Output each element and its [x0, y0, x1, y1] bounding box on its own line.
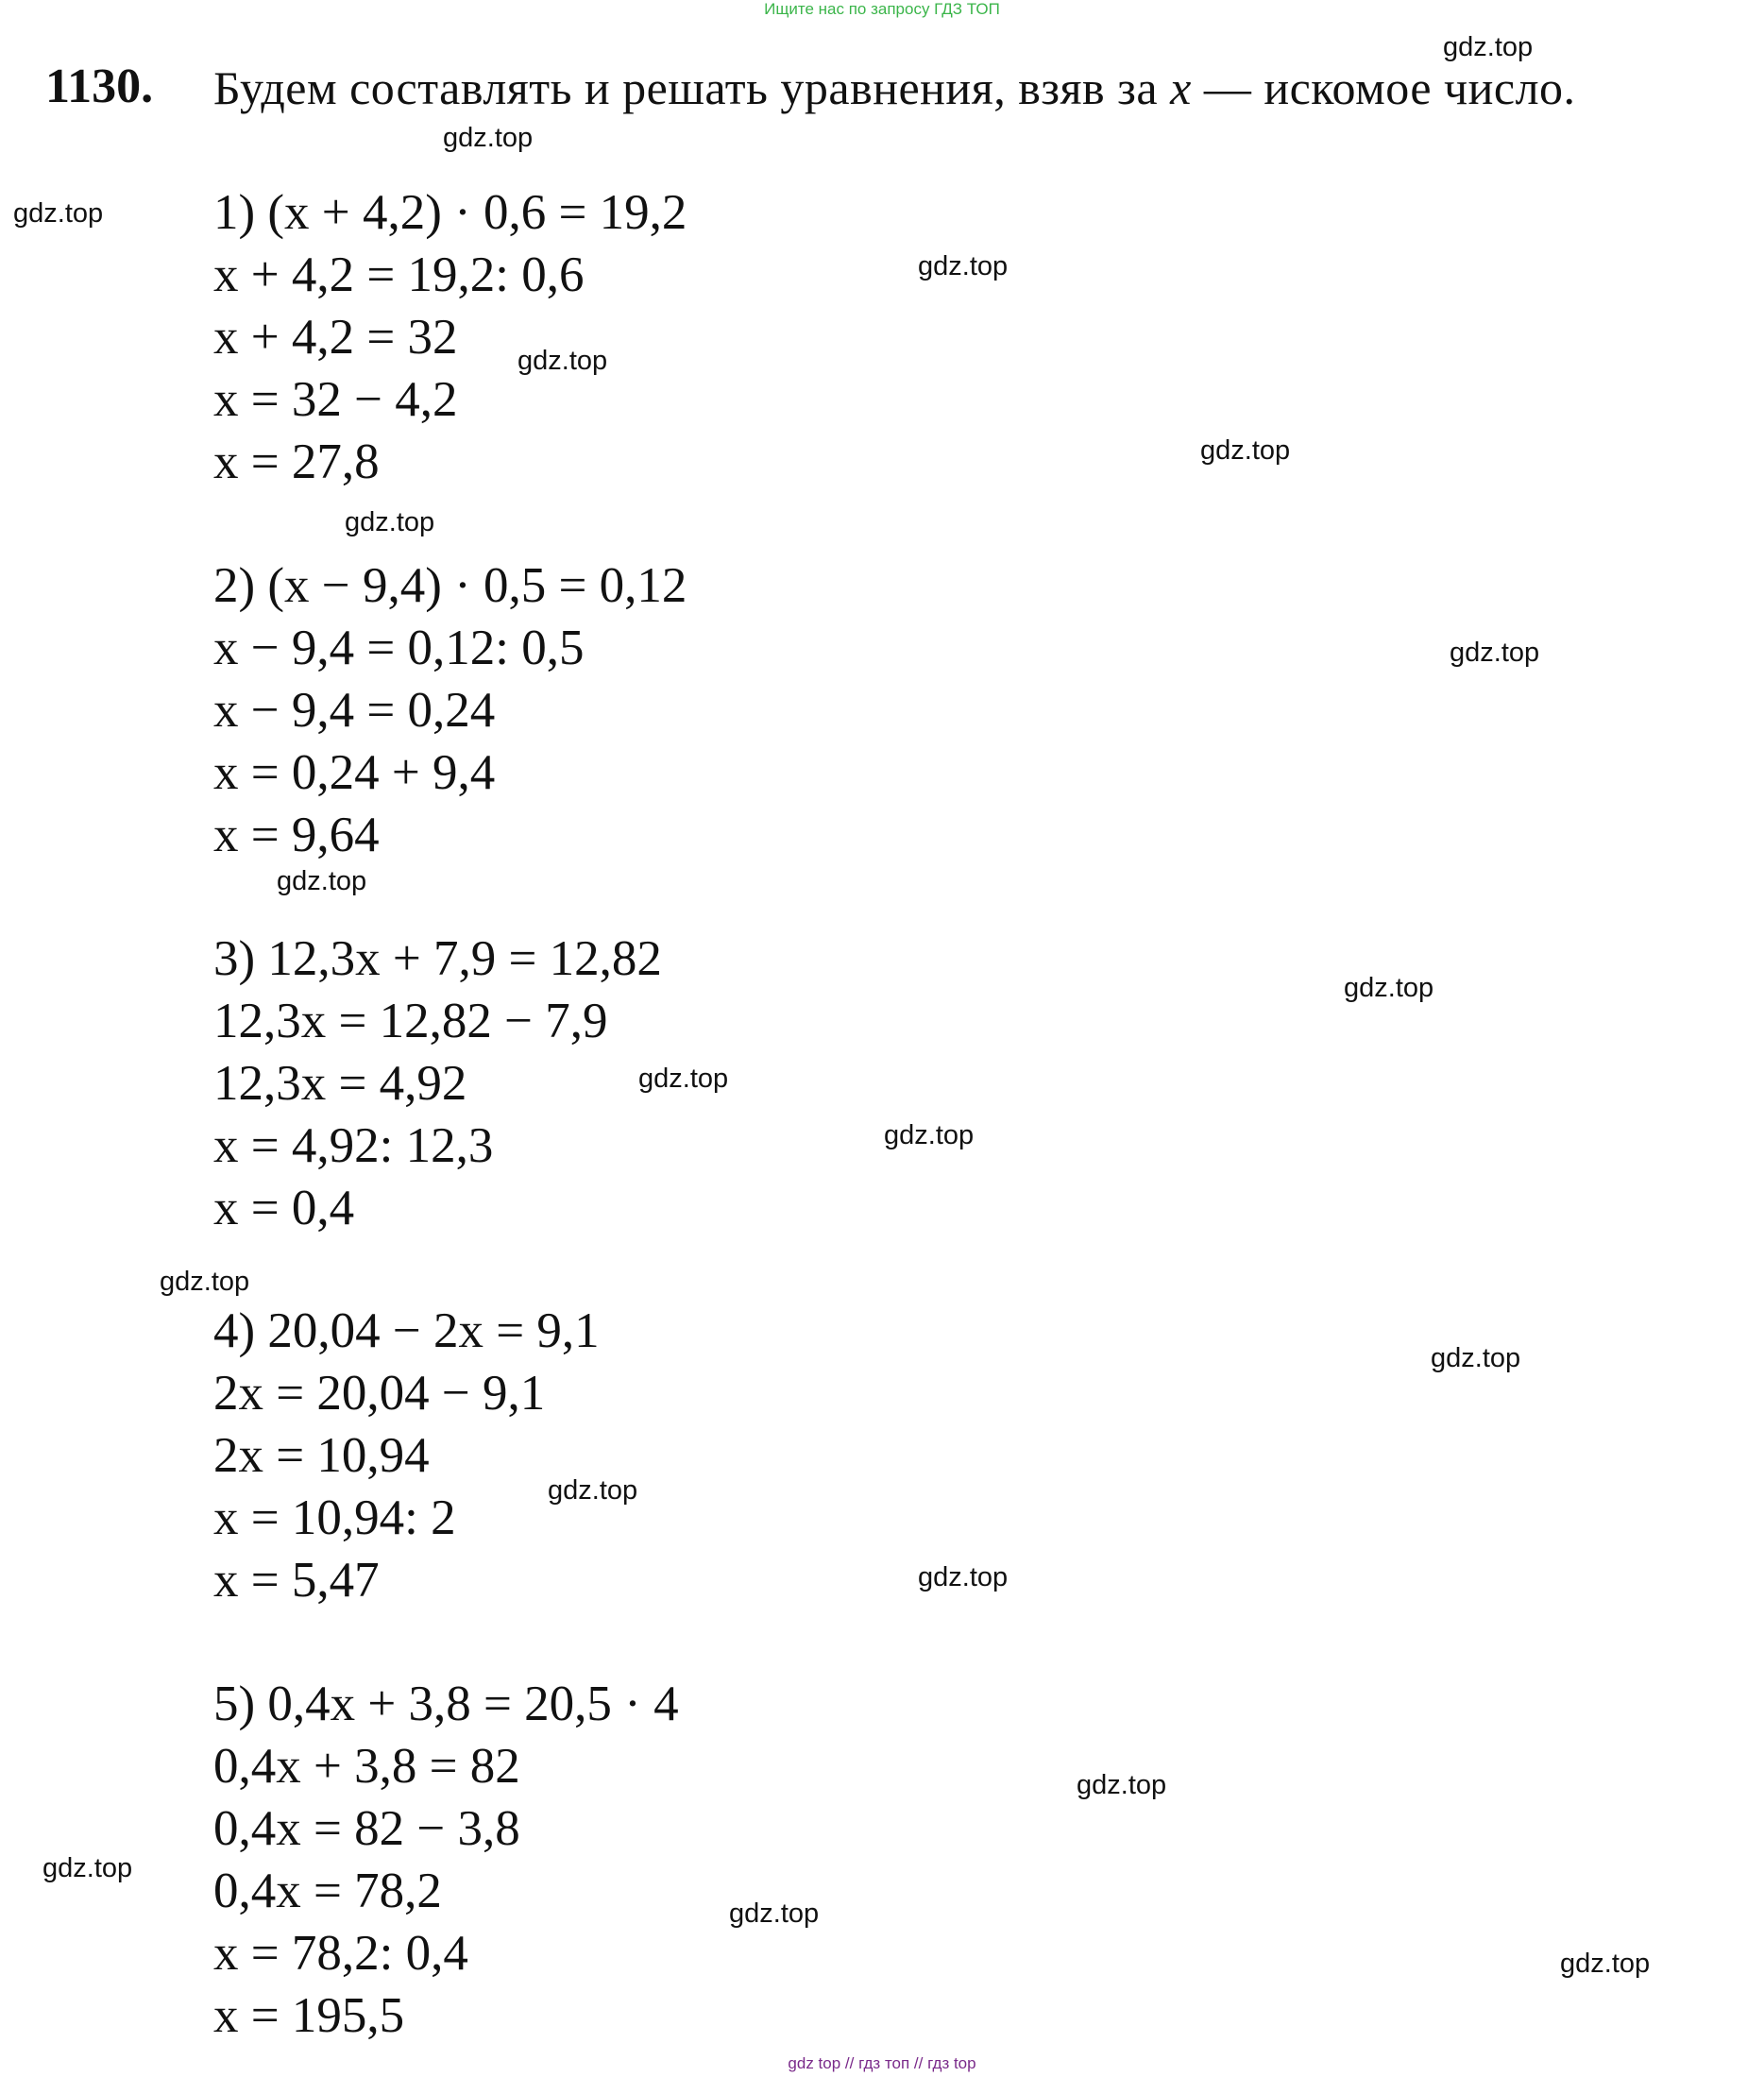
watermark: gdz.top	[277, 866, 367, 896]
problem-intro	[213, 57, 1687, 119]
equation-line: x − 9,4 = 0,24	[213, 683, 496, 738]
equation-line: x = 9,64	[213, 808, 380, 862]
equation-line: 5) 0,4x + 3,8 = 20,5 · 4	[213, 1677, 679, 1731]
watermark: gdz.top	[1344, 973, 1434, 1003]
watermark: gdz.top	[42, 1853, 133, 1883]
watermark: gdz.top	[13, 198, 104, 229]
equation-line: 0,4x + 3,8 = 82	[213, 1739, 520, 1794]
bottom-banner: gdz top // гдз топ // гдз top	[788, 2054, 976, 2072]
watermark: gdz.top	[1200, 435, 1291, 466]
equation-line: 4) 20,04 − 2x = 9,1	[213, 1303, 600, 1358]
watermark: gdz.top	[443, 123, 534, 153]
equation-line: 2x = 20,04 − 9,1	[213, 1366, 546, 1421]
top-banner: Ищите нас по запросу ГДЗ ТОП	[764, 0, 1000, 18]
equation-line: 0,4x = 78,2	[213, 1864, 442, 1918]
equation-line: x = 78,2: 0,4	[213, 1926, 468, 1981]
problem-number: 1130.	[45, 60, 154, 113]
equation-line: x + 4,2 = 19,2: 0,6	[213, 247, 585, 302]
equation-line: x + 4,2 = 32	[213, 310, 458, 365]
equation-line: x = 195,5	[213, 1988, 405, 2043]
equation-line: x = 10,94: 2	[213, 1490, 456, 1545]
watermark: gdz.top	[884, 1120, 975, 1150]
watermark: gdz.top	[160, 1267, 250, 1297]
equation-line: 1) (x + 4,2) · 0,6 = 19,2	[213, 185, 687, 240]
watermark: gdz.top	[1443, 32, 1534, 62]
intro-text-end: — искомое число.	[1191, 61, 1576, 114]
equation-line: x = 4,92: 12,3	[213, 1118, 494, 1173]
intro-variable: x	[1170, 61, 1192, 114]
watermark: gdz.top	[918, 1562, 1009, 1592]
equation-line: 3) 12,3x + 7,9 = 12,82	[213, 931, 662, 986]
intro-text-start: Будем составлять и решать уравнения, взяв за	[213, 61, 1171, 114]
watermark: gdz.top	[1431, 1343, 1521, 1373]
watermark: gdz.top	[729, 1898, 820, 1929]
watermark: gdz.top	[517, 346, 608, 376]
watermark: gdz.top	[1077, 1770, 1167, 1800]
equation-line: 0,4x = 82 − 3,8	[213, 1801, 520, 1856]
watermark: gdz.top	[918, 251, 1009, 281]
watermark: gdz.top	[1560, 1949, 1651, 1979]
equation-line: 2x = 10,94	[213, 1428, 430, 1483]
equation-line: 12,3x = 12,82 − 7,9	[213, 994, 608, 1048]
equation-line: x = 32 − 4,2	[213, 372, 458, 427]
equation-line: x − 9,4 = 0,12: 0,5	[213, 621, 585, 675]
equation-line: x = 0,24 + 9,4	[213, 745, 496, 800]
equation-line: 2) (x − 9,4) · 0,5 = 0,12	[213, 558, 687, 613]
equation-line: 12,3x = 4,92	[213, 1056, 467, 1111]
equation-line: x = 0,4	[213, 1181, 355, 1235]
watermark: gdz.top	[548, 1475, 638, 1506]
watermark: gdz.top	[638, 1064, 729, 1094]
equation-line: x = 27,8	[213, 434, 380, 489]
watermark: gdz.top	[1450, 638, 1540, 668]
equation-line: x = 5,47	[213, 1553, 380, 1608]
watermark: gdz.top	[345, 507, 435, 537]
